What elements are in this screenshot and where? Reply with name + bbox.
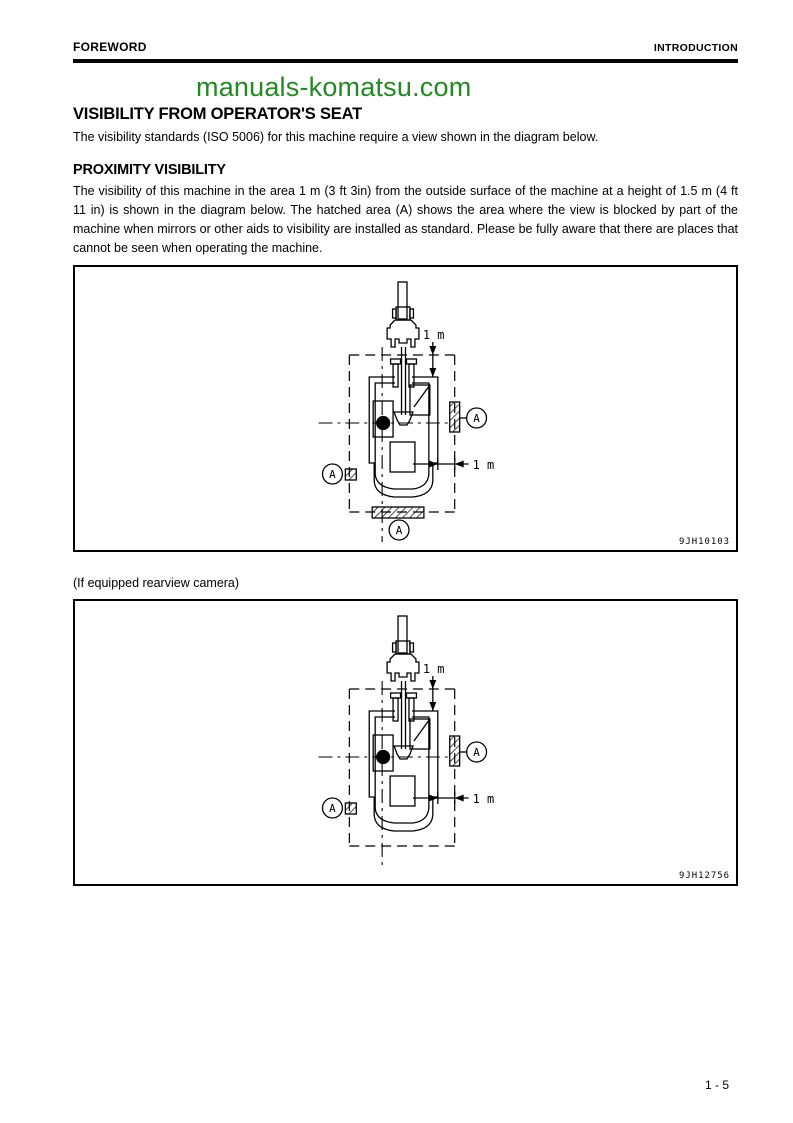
centerlines <box>319 681 450 867</box>
dim-right-label: 1 m <box>472 791 495 807</box>
section-title-visibility: VISIBILITY FROM OPERATOR'S SEAT <box>73 105 362 123</box>
header-section-title: FOREWORD <box>73 40 147 54</box>
section-title-proximity: PROXIMITY VISIBILITY <box>73 162 226 178</box>
blind-spot-right <box>450 402 487 432</box>
bucket-icon <box>387 654 419 681</box>
dim-right-label: 1 m <box>472 457 495 473</box>
paragraph-visibility: The visibility standards (ISO 5006) for this machine require a view shown in the diagram below. <box>73 130 599 144</box>
excavator-top-view-icon <box>369 616 438 831</box>
hatched-area-left <box>345 469 356 480</box>
area-label-rear: A <box>395 523 403 538</box>
proximity-diagram-standard <box>75 267 736 550</box>
dim-top-label: 1 m <box>422 661 445 677</box>
header-chapter-title: INTRODUCTION <box>653 42 738 54</box>
hatched-area-right <box>450 736 460 766</box>
figure-code: 9JH12756 <box>679 870 731 882</box>
hatched-area-right <box>450 402 460 432</box>
blind-spot-left <box>323 798 357 818</box>
proximity-diagram-camera <box>75 601 736 884</box>
dimension-right <box>413 458 469 470</box>
rearview-note: (If equipped rearview camera) <box>73 576 240 590</box>
area-label-right: A <box>473 411 480 426</box>
dimension-top <box>429 342 436 377</box>
blind-spot-left <box>323 464 357 484</box>
page-number: 1 - 5 <box>704 1078 729 1092</box>
area-label-left: A <box>329 801 336 816</box>
paragraph-proximity: The visibility of this machine in the area 1 m (3 ft 3in) from the outside surface of the machine at a height of 1.5 m (4 ft 11 in) is shown in the diagram below. The hatched area (A) shows the area where the view is blocked by part of the machine when mirrors or other aids to visibility are installed as standard. Please be fully aware that there are places that cannot be seen when operating the machine. <box>73 184 738 255</box>
dim-top-label: 1 m <box>422 327 445 343</box>
area-label-left: A <box>329 467 336 482</box>
blind-spot-right <box>450 736 487 766</box>
header-rule <box>73 59 738 63</box>
figure-proximity-camera <box>73 599 738 886</box>
figure-code: 9JH10103 <box>679 536 731 548</box>
hatched-area-left <box>345 803 356 814</box>
dimension-top <box>429 676 436 711</box>
area-label-right: A <box>473 745 480 760</box>
dimension-right <box>413 792 469 804</box>
excavator-top-view-icon <box>369 282 438 497</box>
page-header <box>73 0 738 54</box>
bucket-icon <box>387 320 419 347</box>
hatched-area-rear <box>372 507 424 518</box>
watermark-link[interactable]: manuals-komatsu.com <box>196 72 472 102</box>
figure-proximity-standard <box>73 265 738 552</box>
